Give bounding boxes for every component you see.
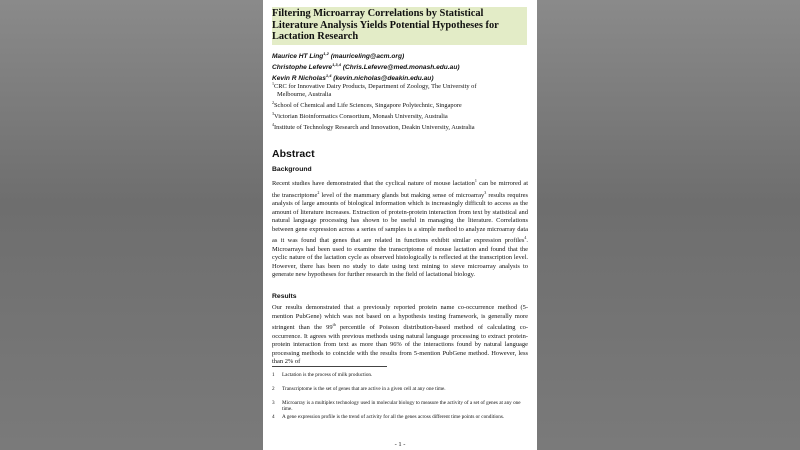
- results-heading: Results: [272, 293, 297, 300]
- affiliation: $^2$School of Chemical and Life Sciences, Singapore Polytechnic, Singapore: [272, 99, 462, 109]
- author-line: Christophe Lefevre$^{1,3,4}$ (Chris.Lefevre@med.monash.edu.au): [272, 61, 460, 71]
- right-background: [537, 0, 800, 450]
- affiliation-continuation: Melbourne, Australia: [277, 90, 332, 98]
- author-line: Maurice HT Ling$^{1,2}$ (mauriceling@acm.org): [272, 51, 405, 61]
- results-paragraph: Our results demonstrated that a previously reported protein name co-occurrence method (5-mention PubGene) which was not based on a hypothesis testing framework, is generally more stringent than the 99th percentile of Poisson distribution-based method of calculating co-occurrence. It agrees with previous methods using natural language processing to extract protein-protein interaction from text as more than 96% of the interactions found by natural language processing methods to coincide with the results from 5-mention PubGene method. However, less than 2% of: [272, 304, 528, 366]
- affiliation: $^1$CRC for Innovative Dairy Products, Department of Zoology, The University of: [272, 81, 477, 91]
- left-background: [0, 0, 263, 450]
- author-list: [272, 50, 532, 82]
- background-heading: Background: [272, 166, 312, 173]
- footnote: 3 Microarray is a multiplex technology used in molecular biology to measure the activity of a set of genes at any one time.: [272, 400, 521, 413]
- footnote: 4 A gene expression profile is the trend of activity for all the genes across different time points or conditions.: [272, 414, 505, 420]
- document-page: [263, 0, 537, 450]
- background-paragraph: Recent studies have demonstrated that the cyclical nature of mouse lactation$^1$ can be mirrored at the transcriptome$^2$ level of the mammary glands but making sense of microarray$^3$ results requires analysis of large amounts of biological information which is increasingly difficult to access as the amount of literature increases. Extraction of protein-protein interaction from text by statistical and natural language processing has shown to be useful in managing the literature. Correlations between gene expression across a series of samples is a simple method to analyze microarray data as it was found that genes that are related in functions exhibit similar expression profiles$^4$. Microarrays had been used to examine the transcriptome of mouse lactation and found that the cyclic nature of the lactation cycle as observed histologically is reflected at the transcription level. However, there has been no study to date using text mining to sieve microarray analysis to generate new hypotheses for further research in the field of lactational biology.: [272, 178, 528, 279]
- footnote: 2 Transcriptome is the set of genes that are active in a given cell at any one time.: [272, 386, 446, 392]
- footnote: 1 Lactation is the process of milk production.: [272, 372, 373, 378]
- paper-title: Filtering Microarray Correlations by Statistical Literature Analysis Yields Potential Hypotheses for Lactation Research: [272, 7, 527, 45]
- footnote-divider: [272, 366, 387, 367]
- affiliation: $^3$Victorian Bioinformatics Consortium, Monash University, Australia: [272, 110, 448, 120]
- affiliation: $^4$Institute of Technology Research and Innovation, Deakin University, Australia: [272, 121, 475, 131]
- affiliation-list: [272, 80, 530, 131]
- page-number: - 1 -: [394, 441, 406, 448]
- author-line: Kevin R Nicholas$^{1,4}$ (kevin.nicholas@deakin.edu.au): [272, 72, 434, 82]
- abstract-heading: Abstract: [272, 148, 315, 160]
